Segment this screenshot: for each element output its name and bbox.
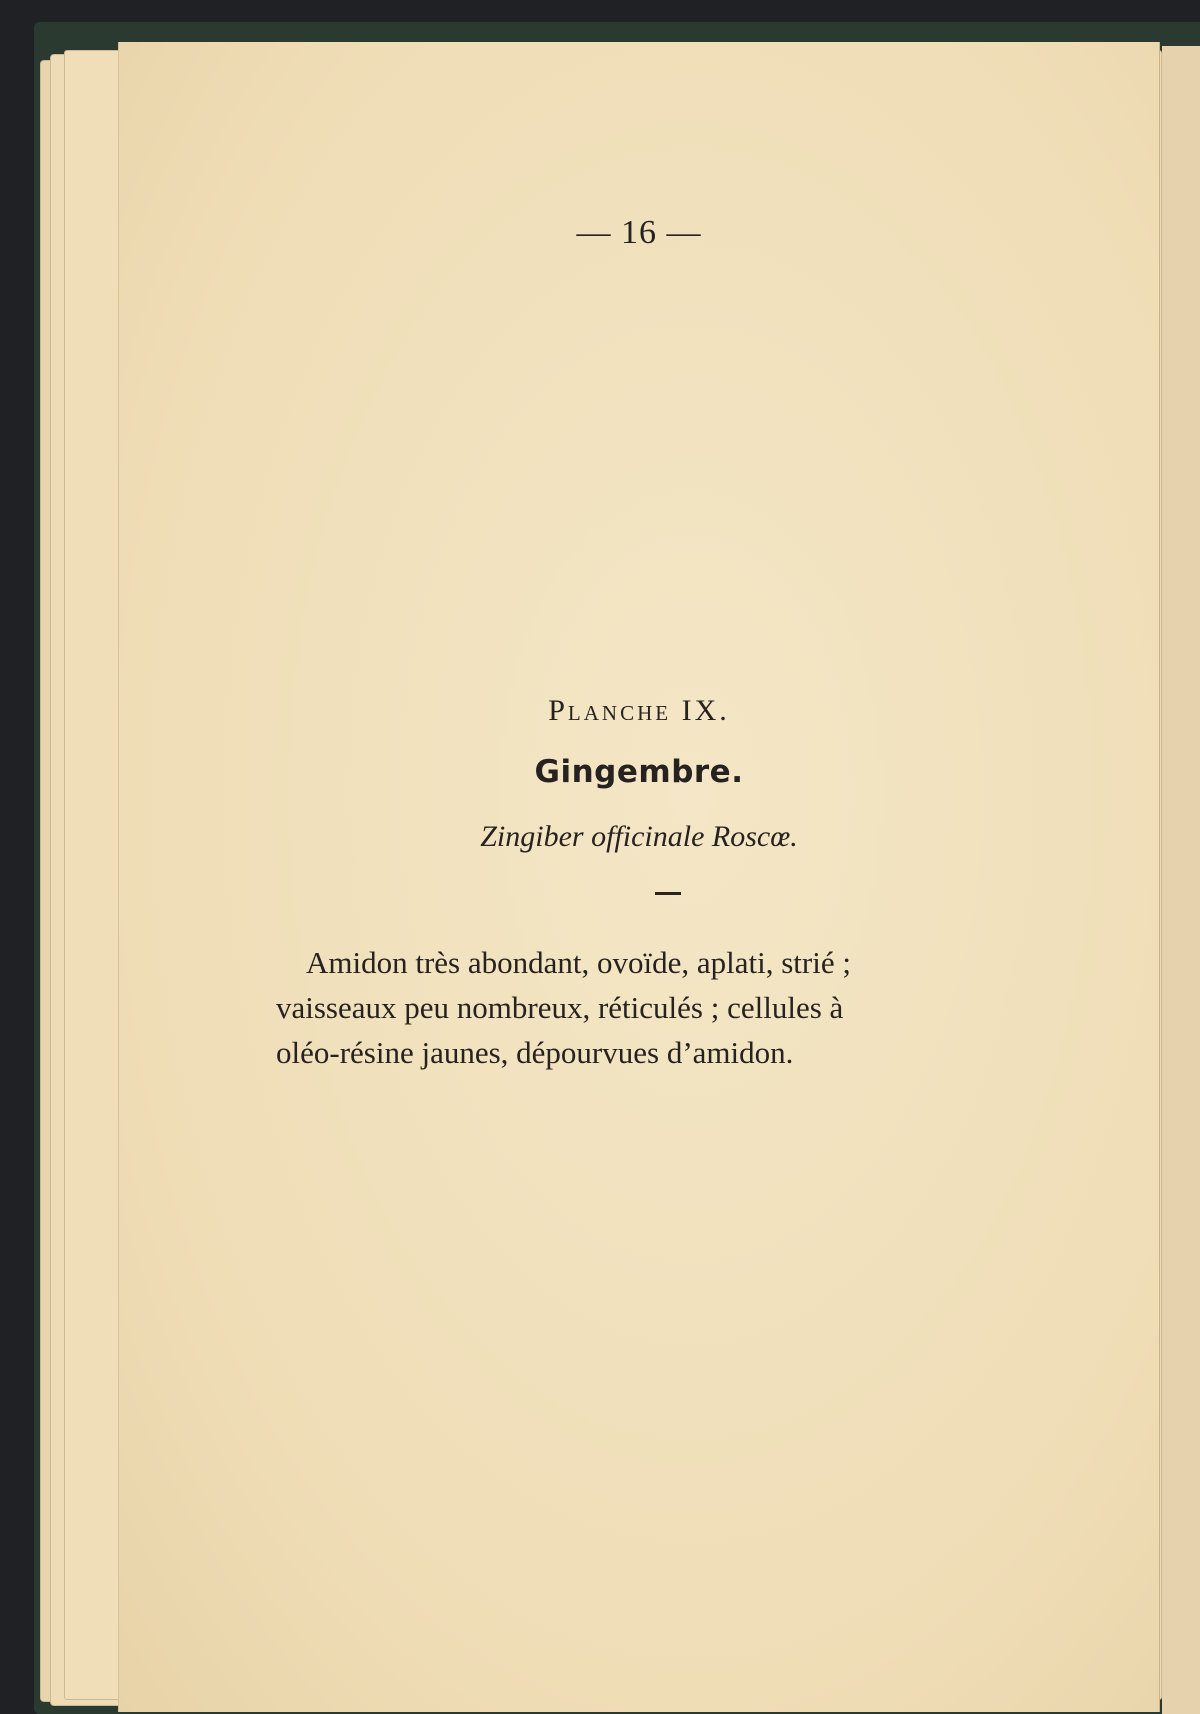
description-line: vaisseaux peu nombreux, réticulés ; cellules à xyxy=(276,990,844,1025)
plant-common-name: Gingembre. xyxy=(534,754,744,790)
description-paragraph xyxy=(276,940,976,1075)
description-line: oléo-résine jaunes, dépourvues d’amidon. xyxy=(276,1035,794,1070)
separator-rule xyxy=(655,892,681,895)
description-line: Amidon très abondant, ovoïde, aplati, strié ; xyxy=(306,945,851,980)
facing-page-edge xyxy=(1162,46,1200,1714)
plant-latin-name: Zingiber officinale Roscœ. xyxy=(480,820,798,853)
book-page xyxy=(118,42,1160,1712)
page-number: — 16 — xyxy=(576,214,702,251)
plate-title: Planche IX. xyxy=(548,694,730,727)
